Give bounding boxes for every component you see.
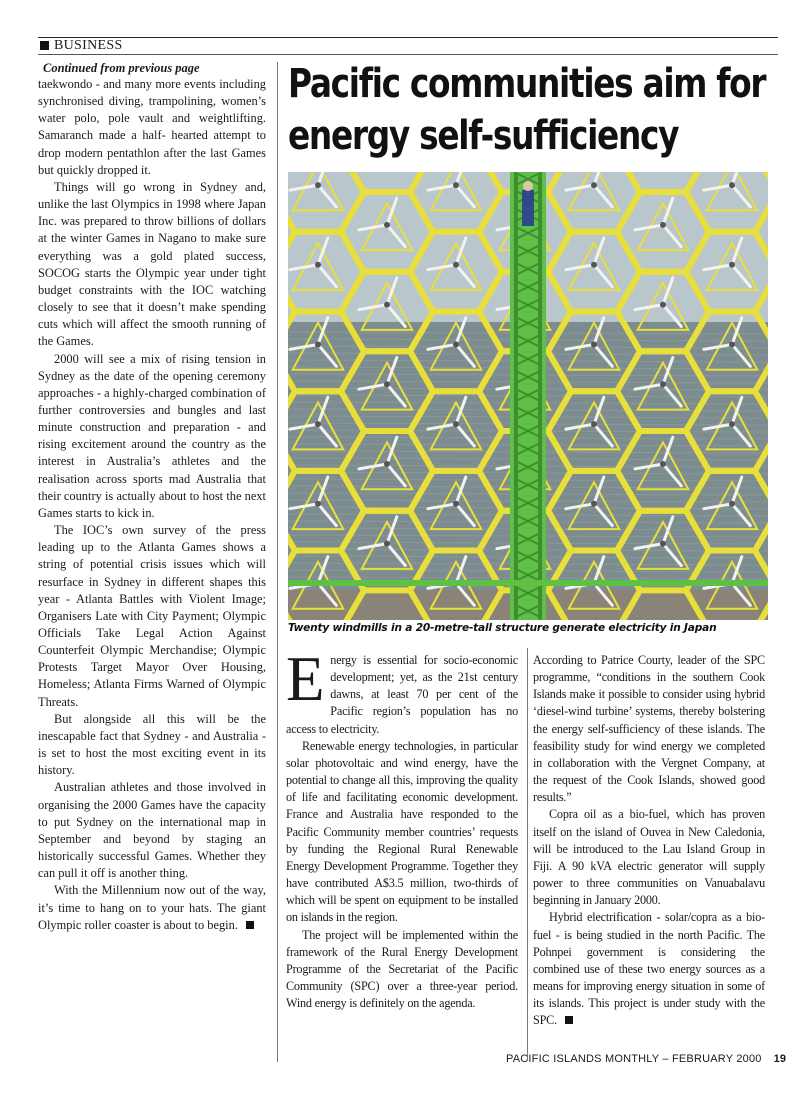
turbine-hub [453,341,459,347]
article-paragraph-text: Hybrid electrification - solar/copra as a bio-fuel - is being studied in the north Pacific. The Pohnpei government is considering the combined use of these two energy sources as a means for improving energy situation in some of its islands. This project is under study with the SPC. [533,910,765,1028]
continued-note: Continued from previous page [43,61,200,75]
turbine-hub [453,182,459,188]
article-column-2 [533,652,765,1029]
article-paragraph: The project will be implemented within the framework of the Rural Energy Development Programme of the Secretariat of the Pacific Community (SPC) over a three-year period. Wind energy is definitely on the agenda. [286,927,518,1011]
turbine-hub [315,262,321,268]
turbine-hub [591,421,597,427]
article-paragraph-text: nergy is essential for socio-economic development; yet, as the 21st century dawns, at least 70 per cent of the Pacific region’s population has no access to electricity. [286,653,518,736]
turbine-hub [384,541,390,547]
turbine-hub [315,341,321,347]
turbine-hub [384,222,390,228]
left-paragraph: The IOC’s own survey of the press leading up to the Atlanta Games shows a string of potential crisis issues which will resurface in Sydney in different shapes this year - Atlanta Battles with Violent Image; Organisers Late with City Payment; Olympic Officials Take Legal Action Against Counterfeit Olympic Merchandise; Olympic Protests Target Mayor Over Housing, Homeless; Atlanta Firms Warned of Olympic Threats. [38,523,266,709]
turbine-hub [660,222,666,228]
page-footer [506,1053,787,1065]
left-column [38,60,266,934]
drop-cap: E [286,644,325,714]
article-paragraph-last [533,909,765,1029]
turbine-hub [591,341,597,347]
base-beam [288,580,768,586]
turbine-hub [384,461,390,467]
climber-head [523,181,533,191]
article-column-1 [286,644,518,1012]
left-paragraph-last [38,882,266,933]
page-number: 19 [773,1053,787,1065]
turbine-hub [591,262,597,268]
left-paragraph: Australian athletes and those involved in organising the 2000 Games have the capacity to put Sydney on the international map in September and beyond by staging an historically successful Games. Whether they can pull it off is another thing. [38,780,266,881]
headline [288,58,766,162]
turbine-hub [729,262,735,268]
left-paragraph: taekwondo - and many more events including synchronised diving, trampolining, women’s water polo, pole vault and weightlifting. Samaranch made a half- hearted attempt to drop modern pentathlon after the last Games but quickly dropped it. [38,77,266,177]
turbine-hub [315,182,321,188]
header-rule [38,54,778,55]
turbine-hub [729,182,735,188]
end-mark-icon [246,921,254,929]
left-paragraph: 2000 will see a mix of rising tension in Sydney as the date of the opening ceremony approaches - a highly-charged combination of further controversies and bungles and last minute construction and preparation - and rising excitement around the country as the interest in Australia’s athletes and the realisation across sports mad Australia that their country is actually about to host the next Games starts to kick in. [38,351,266,520]
turbine-hub [660,541,666,547]
turbine-hub [453,421,459,427]
climber-figure [522,190,534,226]
end-mark-icon [565,1016,573,1024]
turbine-hub [591,501,597,507]
turbine-hub [660,381,666,387]
turbine-hub [729,421,735,427]
windmill-photo [288,172,768,620]
left-paragraph-text: With the Millennium now out of the way, it’s time to hang on to your hats. The giant Olympic roller coaster is about to begin. [38,883,266,932]
top-rule [38,37,778,38]
turbine-hub [315,501,321,507]
column-divider [527,648,528,1060]
turbine-hub [384,302,390,308]
turbine-hub [453,501,459,507]
article-paragraph: Copra oil as a bio-fuel, which has proven itself on the island of Ouvea in New Caledonia, will be introduced to the Lau Island Group in Fiji. A 90 kVA electric generator will supply power to three communities on Vanuabalavu beginning in January 2000. [533,807,765,908]
section-square-icon [40,41,49,50]
headline-line: Pacific communities aim for [288,61,766,107]
photo-caption: Twenty windmills in a 20-metre-tall structure generate electricity in Japan [288,622,717,634]
section-header [38,37,778,54]
turbine-hub [729,341,735,347]
turbine-hub [591,182,597,188]
column-divider [277,62,278,1062]
left-paragraph: But alongside all this will be the inescapable fact that Sydney - and Australia - is set to host the most exciting event in its history. [38,711,266,778]
article-paragraph: According to Patrice Courty, leader of the SPC programme, “conditions in the southern Cook Islands make it possible to consider using hybrid ‘diesel-wind turbine’ systems, thereby bolstering the energy self-sufficiency of these islands. The feasibility study for wind energy we completed in collaboration with the Vergnet Company, at the request of the Cook Islands, showed good results.” [533,653,765,805]
section-label: BUSINESS [54,38,123,53]
left-paragraph: Things will go wrong in Sydney and, unlike the last Olympics in 1998 where Japan Inc. was prepared to throw billions of dollars at the winter Games in Nagano to make sure everything was a gold plated success, SOCOG starts the Olympic year under tight budget constraints with the IOC watching closely to see that it doesn’t make spending cuts which will affect the smooth running of the Games. [38,179,266,349]
article-lead-paragraph [286,644,518,738]
turbine-hub [729,501,735,507]
turbine-hub [384,381,390,387]
turbine-hub [660,461,666,467]
windmill-structure-image [288,172,768,620]
turbine-hub [453,262,459,268]
turbine-hub [660,302,666,308]
headline-line: energy self-sufficiency [288,113,679,159]
publication-name: PACIFIC ISLANDS MONTHLY – FEBRUARY 2000 [506,1053,762,1065]
turbine-hub [315,421,321,427]
article-paragraph: Renewable energy technologies, in particular solar photovoltaic and wind energy, have the potential to change all this, improving the quality of life and facilitating economic development. France and Australia have responded to the Pacific Community member countries’ requests by funding the Regional Rural Renewable Energy Development Programme. Together they have contributed A$3.5 million, two-thirds of which will be spent on equipment to be installed on islands in the region. [286,738,518,925]
